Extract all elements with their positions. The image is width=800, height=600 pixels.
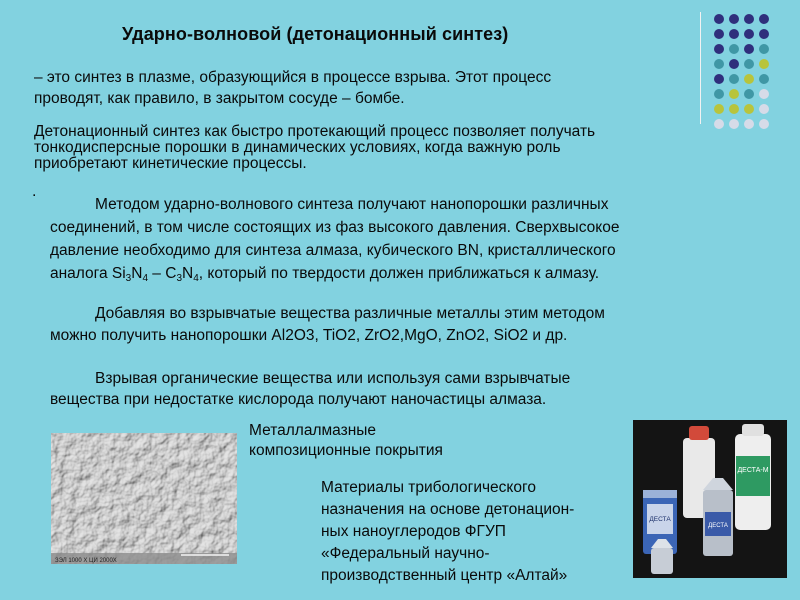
subscript: 3 (125, 273, 132, 284)
decorative-dot (729, 29, 739, 39)
decorative-dot (729, 14, 739, 24)
decorative-dot (759, 104, 769, 114)
text-line: проводят, как правило, в закрытом сосуде – бомбе. (34, 90, 405, 107)
can-label-text: ДЕСТА-М (737, 467, 769, 474)
metals-paragraph (50, 303, 700, 347)
decorative-dot (744, 44, 754, 54)
decorative-dot (744, 74, 754, 84)
text-span: – C (148, 265, 177, 282)
text-span: N (131, 265, 143, 282)
text-span: , который по твердости должен приближаться к алмазу. (198, 265, 600, 282)
text-line: Детонационный синтез как быстро протекающий процесс позволяет получать (34, 123, 596, 140)
decorative-dot (744, 59, 754, 69)
decorative-dot (759, 29, 769, 39)
text-line: «Федеральный научно- (321, 545, 490, 562)
coating-micrograph-image (51, 433, 237, 564)
decorative-dot (729, 89, 739, 99)
text-span: Методом ударно-волнового синтеза получают нанопорошки различных (95, 196, 609, 213)
subscript: 4 (193, 273, 199, 284)
slide-title: Ударно-волновой (детонационный синтез) (122, 24, 509, 44)
decorative-dot (714, 59, 724, 69)
decorative-dot (759, 44, 769, 54)
decorative-dot (729, 104, 739, 114)
decorative-dot (729, 74, 739, 84)
text-line: Металлалмазные (249, 422, 377, 439)
tribology-caption (321, 477, 574, 587)
decorative-dot (729, 119, 739, 129)
decorative-dot (744, 29, 754, 39)
text-span: N (182, 265, 194, 282)
text-line: – это синтез в плазме, образующийся в процессе взрыва. Этот процесс (34, 69, 552, 86)
decorative-dot (759, 89, 769, 99)
text-line: тонкодисперсные порошки в динамических условиях, когда важную роль (34, 139, 561, 156)
text-line: назначения на основе детонацион- (321, 501, 575, 518)
subscript: 4 (142, 273, 148, 284)
coating-caption (249, 421, 443, 461)
decorative-dot (714, 29, 724, 39)
bullet-dot: . (32, 183, 37, 200)
decorative-dot (714, 74, 724, 84)
text-line: композиционные покрытия (249, 442, 443, 459)
text-line (50, 368, 700, 389)
text-span: Добавляя во взрывчатые вещества различные металлы этим методом (95, 305, 605, 322)
text-line: ных наноуглеродов ФГУП (321, 523, 506, 540)
text-line: Материалы трибологического (321, 479, 536, 496)
decorative-dot (759, 119, 769, 129)
text-line: соединений, в том числе состоящих из фаз высокого давления. Сверхвысокое (50, 219, 620, 236)
decorative-dot (759, 59, 769, 69)
decorative-dot (744, 14, 754, 24)
micrograph-scale-text: ЗЭЛ 1000 X ЦИ 2000Х (55, 558, 117, 564)
decorative-dot (714, 89, 724, 99)
can-label-text: ДЕСТА (708, 523, 728, 529)
text-span: аналога Si (50, 265, 126, 282)
decorative-dot (759, 14, 769, 24)
decorative-dot (714, 119, 724, 129)
text-line (50, 303, 700, 325)
can-label-text: ДЕСТА (649, 516, 671, 523)
decorative-dot (759, 74, 769, 84)
divider-line (700, 12, 701, 124)
intro-paragraph (34, 67, 644, 109)
decorative-dot (714, 14, 724, 24)
decorative-dot (729, 44, 739, 54)
text-line: давление необходимо для синтеза алмаза, кубического BN, кристаллического (50, 242, 616, 259)
text-line: производственный центр «Алтай» (321, 567, 568, 584)
decorative-dot (714, 44, 724, 54)
text-line (50, 193, 700, 216)
decorative-dot (729, 59, 739, 69)
decorative-dot (744, 89, 754, 99)
text-line: можно получить нанопорошки Al2O3, TiO2, ZrO2,MgO, ZnO2, SiO2 и др. (50, 327, 568, 344)
subscript: 3 (176, 273, 182, 284)
decorative-dot (714, 104, 724, 114)
text-line (50, 262, 700, 290)
detonation-paragraph (34, 124, 674, 172)
method-paragraph (50, 193, 700, 290)
text-span: Взрывая органические вещества или используя сами взрывчатые (95, 370, 571, 387)
products-photo-image (633, 420, 787, 578)
text-line: приобретают кинетические процессы. (34, 155, 307, 172)
text-line: вещества при недостатке кислорода получают наночастицы алмаза. (50, 391, 547, 408)
decorative-dot (744, 104, 754, 114)
diamond-paragraph (50, 368, 700, 410)
decorative-dot (744, 119, 754, 129)
